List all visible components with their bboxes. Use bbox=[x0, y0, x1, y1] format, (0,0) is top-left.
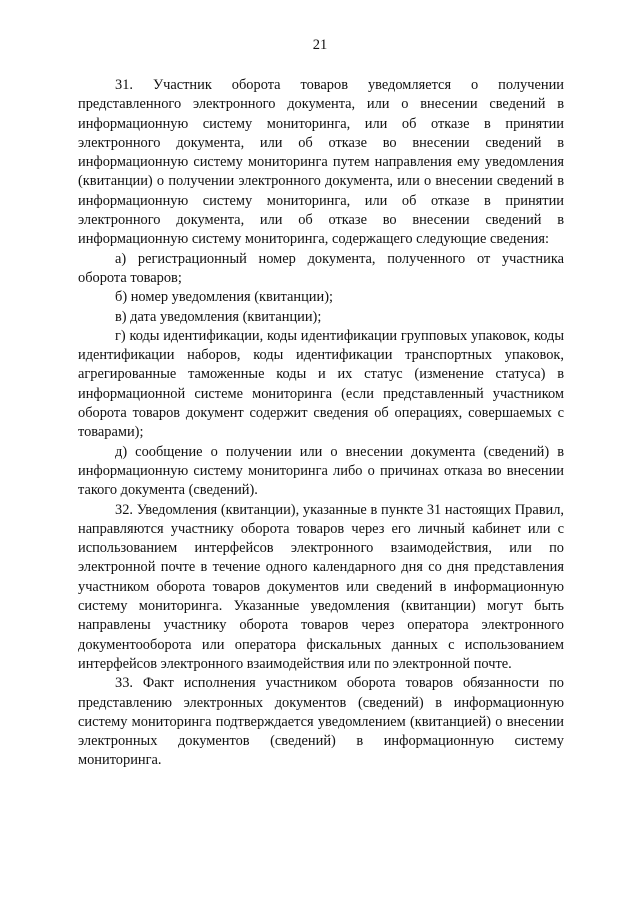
list-item-v: в) дата уведомления (квитанции); bbox=[115, 308, 322, 325]
list-item-d: д) сообщение о получении или о внесении документа (сведений) в информационную систему мониторинга либо о причинах отказа во внесении такого документа (сведений). bbox=[78, 443, 564, 499]
paragraph-32: 32. Уведомления (квитанции), указанные в пункте 31 настоящих Правил, направляются участнику оборота товаров через его личный кабинет или с использованием интерфейсов электронного взаимодействия, или по электронной почте в течение одного календарного дня со дня представления участником оборота товаров документов или сведений в информационную систему мониторинга. Указанные уведомления (квитанции) могут быть направлены участнику оборота товаров через оператора электронного документооборота или оператора фискальных данных с использованием интерфейсов электронного взаимодействия или по электронной почте. bbox=[78, 501, 564, 672]
list-item-a: а) регистрационный номер документа, полученного от участника оборота товаров; bbox=[78, 250, 564, 286]
document-body bbox=[78, 76, 564, 771]
list-item-b: б) номер уведомления (квитанции); bbox=[115, 289, 333, 306]
page-number: 21 bbox=[312, 37, 328, 53]
paragraph-33: 33. Факт исполнения участником оборота товаров обязанности по представлению электронных документов (сведений) в информационную систему мониторинга подтверждается уведомлением (квитанцией) о внесении электронных документов (сведений) в информационную систему мониторинга. bbox=[78, 675, 564, 769]
paragraph-31: 31. Участник оборота товаров уведомляется о получении представленного электронного документа, или о внесении сведений в информационную систему мониторинга, или об отказе в принятии электронного документа, или об отказе во внесении сведений в информационную систему мониторинга путем направления ему уведомления (квитанции) о получении электронного документа, или о внесении сведений в информационную систему мониторинга, или об отказе в принятии электронного документа, или об отказе во внесении сведений в информационную систему мониторинга, содержащего следующие сведения: bbox=[78, 77, 564, 248]
list-item-g: г) коды идентификации, коды идентификации групповых упаковок, коды идентификации наборов, коды идентификации транспортных упаковок, агрегированные таможенные коды и их статус (изменение статуса) в информационной системе мониторинга (если представленный участником оборота товаров документ содержит сведения об операциях, совершаемых с товарами); bbox=[78, 327, 564, 441]
